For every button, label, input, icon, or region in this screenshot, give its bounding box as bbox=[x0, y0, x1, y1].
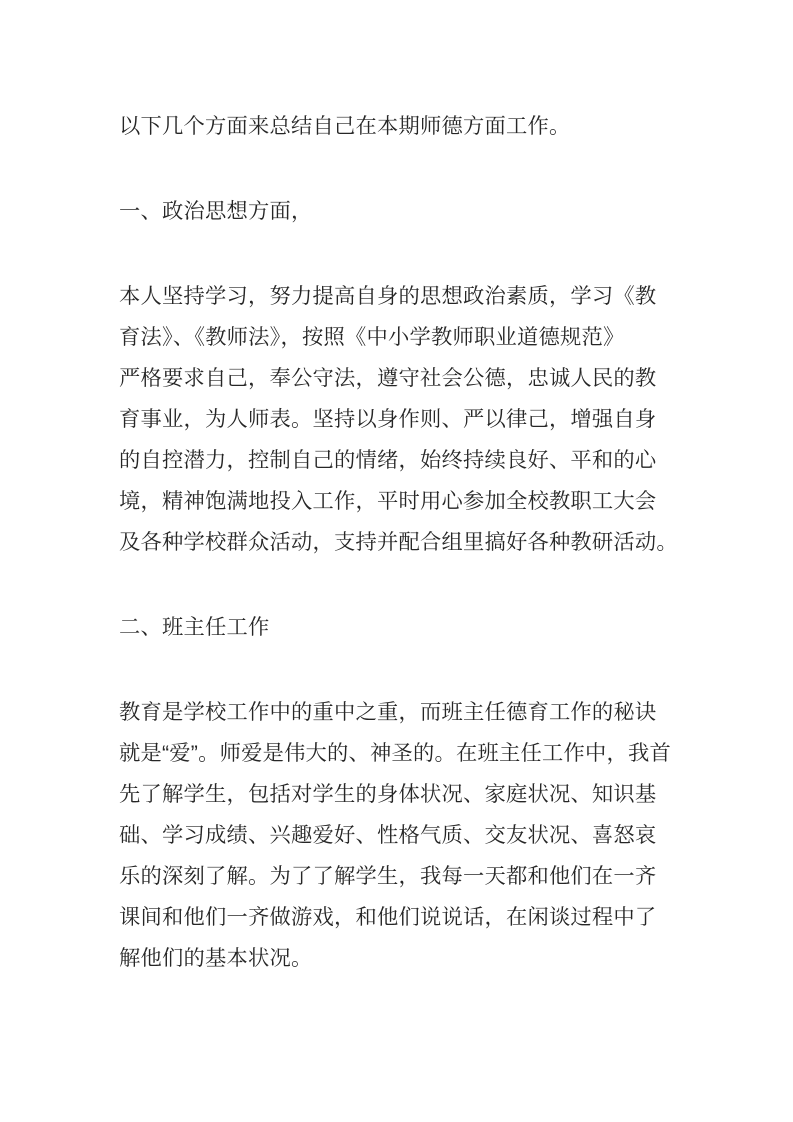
text-line: 本人坚持学习，努力提高自身的思想政治素质，学习《教 bbox=[119, 284, 657, 308]
text-line: 育法》、《教师法》，按照《中小学教师职业道德规范》 bbox=[119, 325, 625, 349]
text-line: 乐的深刻了解。为了了解学生，我每一天都和他们在一齐 bbox=[119, 864, 657, 888]
text-line: 一、政治思想方面， bbox=[119, 199, 313, 223]
text-line: 以下几个方面来总结自己在本期师德方面工作。 bbox=[119, 114, 571, 138]
text-line: 严格要求自己，奉公守法，遵守社会公德，忠诚人民的教 bbox=[119, 366, 657, 390]
text-line: 础、学习成绩、兴趣爱好、性格气质、交友状况、喜怒哀 bbox=[119, 823, 657, 847]
text-line: 二、班主任工作 bbox=[119, 615, 270, 639]
intro-paragraph bbox=[119, 106, 693, 147]
section-2-paragraph bbox=[119, 692, 693, 979]
text-line: 及各种学校群众活动，支持并配合组里搞好各种教研活动。 bbox=[119, 530, 678, 554]
text-line: 就是“爱”。师爱是伟大的、神圣的。在班主任工作中，我首 bbox=[119, 741, 672, 765]
text-line: 先了解学生，包括对学生的身体状况、家庭状况、知识基 bbox=[119, 782, 657, 806]
text-line: 解他们的基本状况。 bbox=[119, 946, 313, 970]
text-line: 课间和他们一齐做游戏，和他们说说话，在闲谈过程中了 bbox=[119, 905, 657, 929]
text-line: 教育是学校工作中的重中之重，而班主任德育工作的秘诀 bbox=[119, 700, 657, 724]
text-line: 的自控潜力，控制自己的情绪，始终持续良好、平和的心 bbox=[119, 448, 657, 472]
section-1-heading bbox=[119, 191, 693, 232]
section-2-heading bbox=[119, 607, 693, 648]
section-1-paragraph bbox=[119, 276, 693, 563]
text-line: 育事业，为人师表。坚持以身作则、严以律己，增强自身 bbox=[119, 407, 657, 431]
text-line: 境，精神饱满地投入工作，平时用心参加全校教职工大会 bbox=[119, 489, 657, 513]
